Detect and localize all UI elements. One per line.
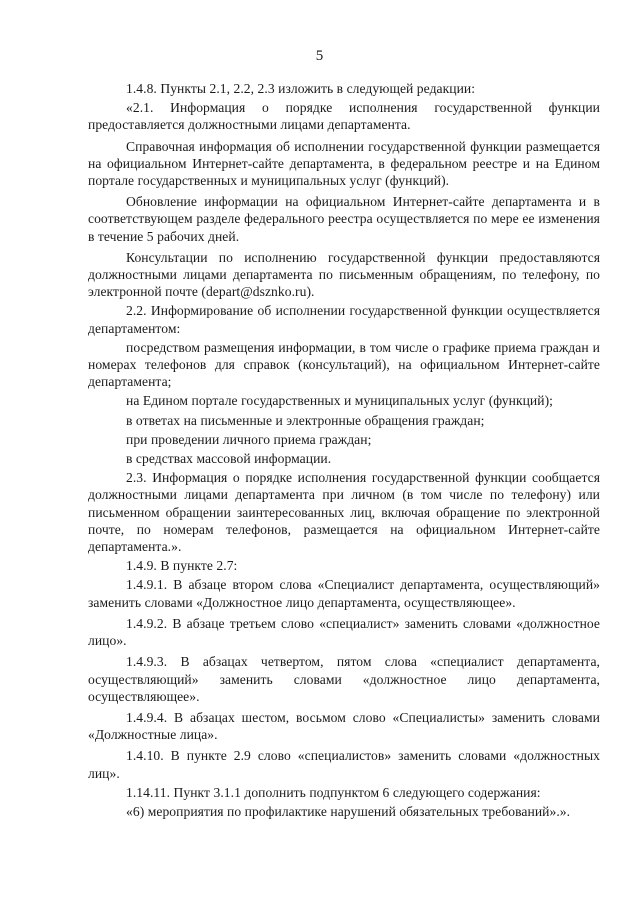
paragraph-2-3: 2.3. Информация о порядке исполнения государственной функции сообщается должностными лицами департамента при личном (в том числе по телефону) или письменном обращении заинтересованных лиц, включая обращение по электронной почте, по номерам телефонов, размещается на официальном Интернет-сайте департамента.».: [88, 470, 600, 555]
paragraph-1-14-11: 1.14.11. Пункт 3.1.1 дополнить подпунктом 6 следующего содержания:: [126, 784, 541, 800]
paragraph-1-4-9-2: 1.4.9.2. В абзаце третьем слово «специалист» заменить словами «должностное лицо».: [88, 615, 600, 649]
list-item-reception: при проведении личного приема граждан;: [126, 431, 372, 447]
list-item-portal: на Едином портале государственных и муниципальных услуг (функций);: [126, 393, 553, 409]
paragraph-1-4-9: 1.4.9. В пункте 2.7:: [126, 558, 238, 574]
document-body: [88, 80, 600, 822]
paragraph-1-4-10: 1.4.10. В пункте 2.9 слово «специалистов» заменить словами «должностных лиц».: [88, 748, 600, 781]
paragraph-2-1: «2.1. Информация о порядке исполнения государственной функции предоставляется должностными лицами департамента.: [88, 100, 600, 133]
paragraph-1-4-9-4: 1.4.9.4. В абзацах шестом, восьмом слово «Специалисты» заменить словами «Должностные лица».: [88, 709, 600, 743]
page-number: 5: [315, 48, 324, 64]
paragraph-info-update: Обновление информации на официальном Интернет-сайте департамента и в соответствующем разделе федерального реестра осуществляется по мере ее изменения в течение 5 рабочих дней.: [88, 194, 600, 244]
paragraph-reference-info: Справочная информация об исполнении государственной функции размещается на официальном Интернет-сайте департамента, в федеральном реестре и на Едином портале государственных и муниципальных услуг (функций).: [88, 138, 600, 189]
paragraph-1-4-8: 1.4.8. Пункты 2.1, 2.2, 2.3 изложить в следующей редакции:: [126, 81, 476, 96]
list-item-responses: в ответах на письменные и электронные обращения граждан;: [126, 412, 485, 428]
paragraph-subitem-6: «6) мероприятия по профилактике нарушений обязательных требований».».: [126, 803, 571, 819]
paragraph-1-4-9-3: 1.4.9.3. В абзацах четвертом, пятом слова «специалист департамента, осуществляющий» заменить словами «должностное лицо департамента, осуществляющее».: [88, 654, 600, 704]
paragraph-consultations: Консультации по исполнению государственной функции предоставляются должностными лицами департамента по письменным обращениям, по телефону, по электронной почте (depart@dsznko.ru).: [88, 249, 600, 300]
paragraph-1-4-9-1: 1.4.9.1. В абзаце втором слова «Специалист департамента, осуществляющий» заменить словами «Должностное лицо департамента, осуществляющее».: [88, 577, 600, 610]
list-item-media: в средствах массовой информации.: [126, 451, 332, 467]
paragraph-2-2: 2.2. Информирование об исполнении государственной функции осуществляется департаментом:: [88, 303, 600, 336]
list-item-website: посредством размещения информации, в том числе о графике приема граждан и номерах телефонов для справок (консультаций), на официальном Интернет-сайте департамента;: [88, 339, 600, 390]
